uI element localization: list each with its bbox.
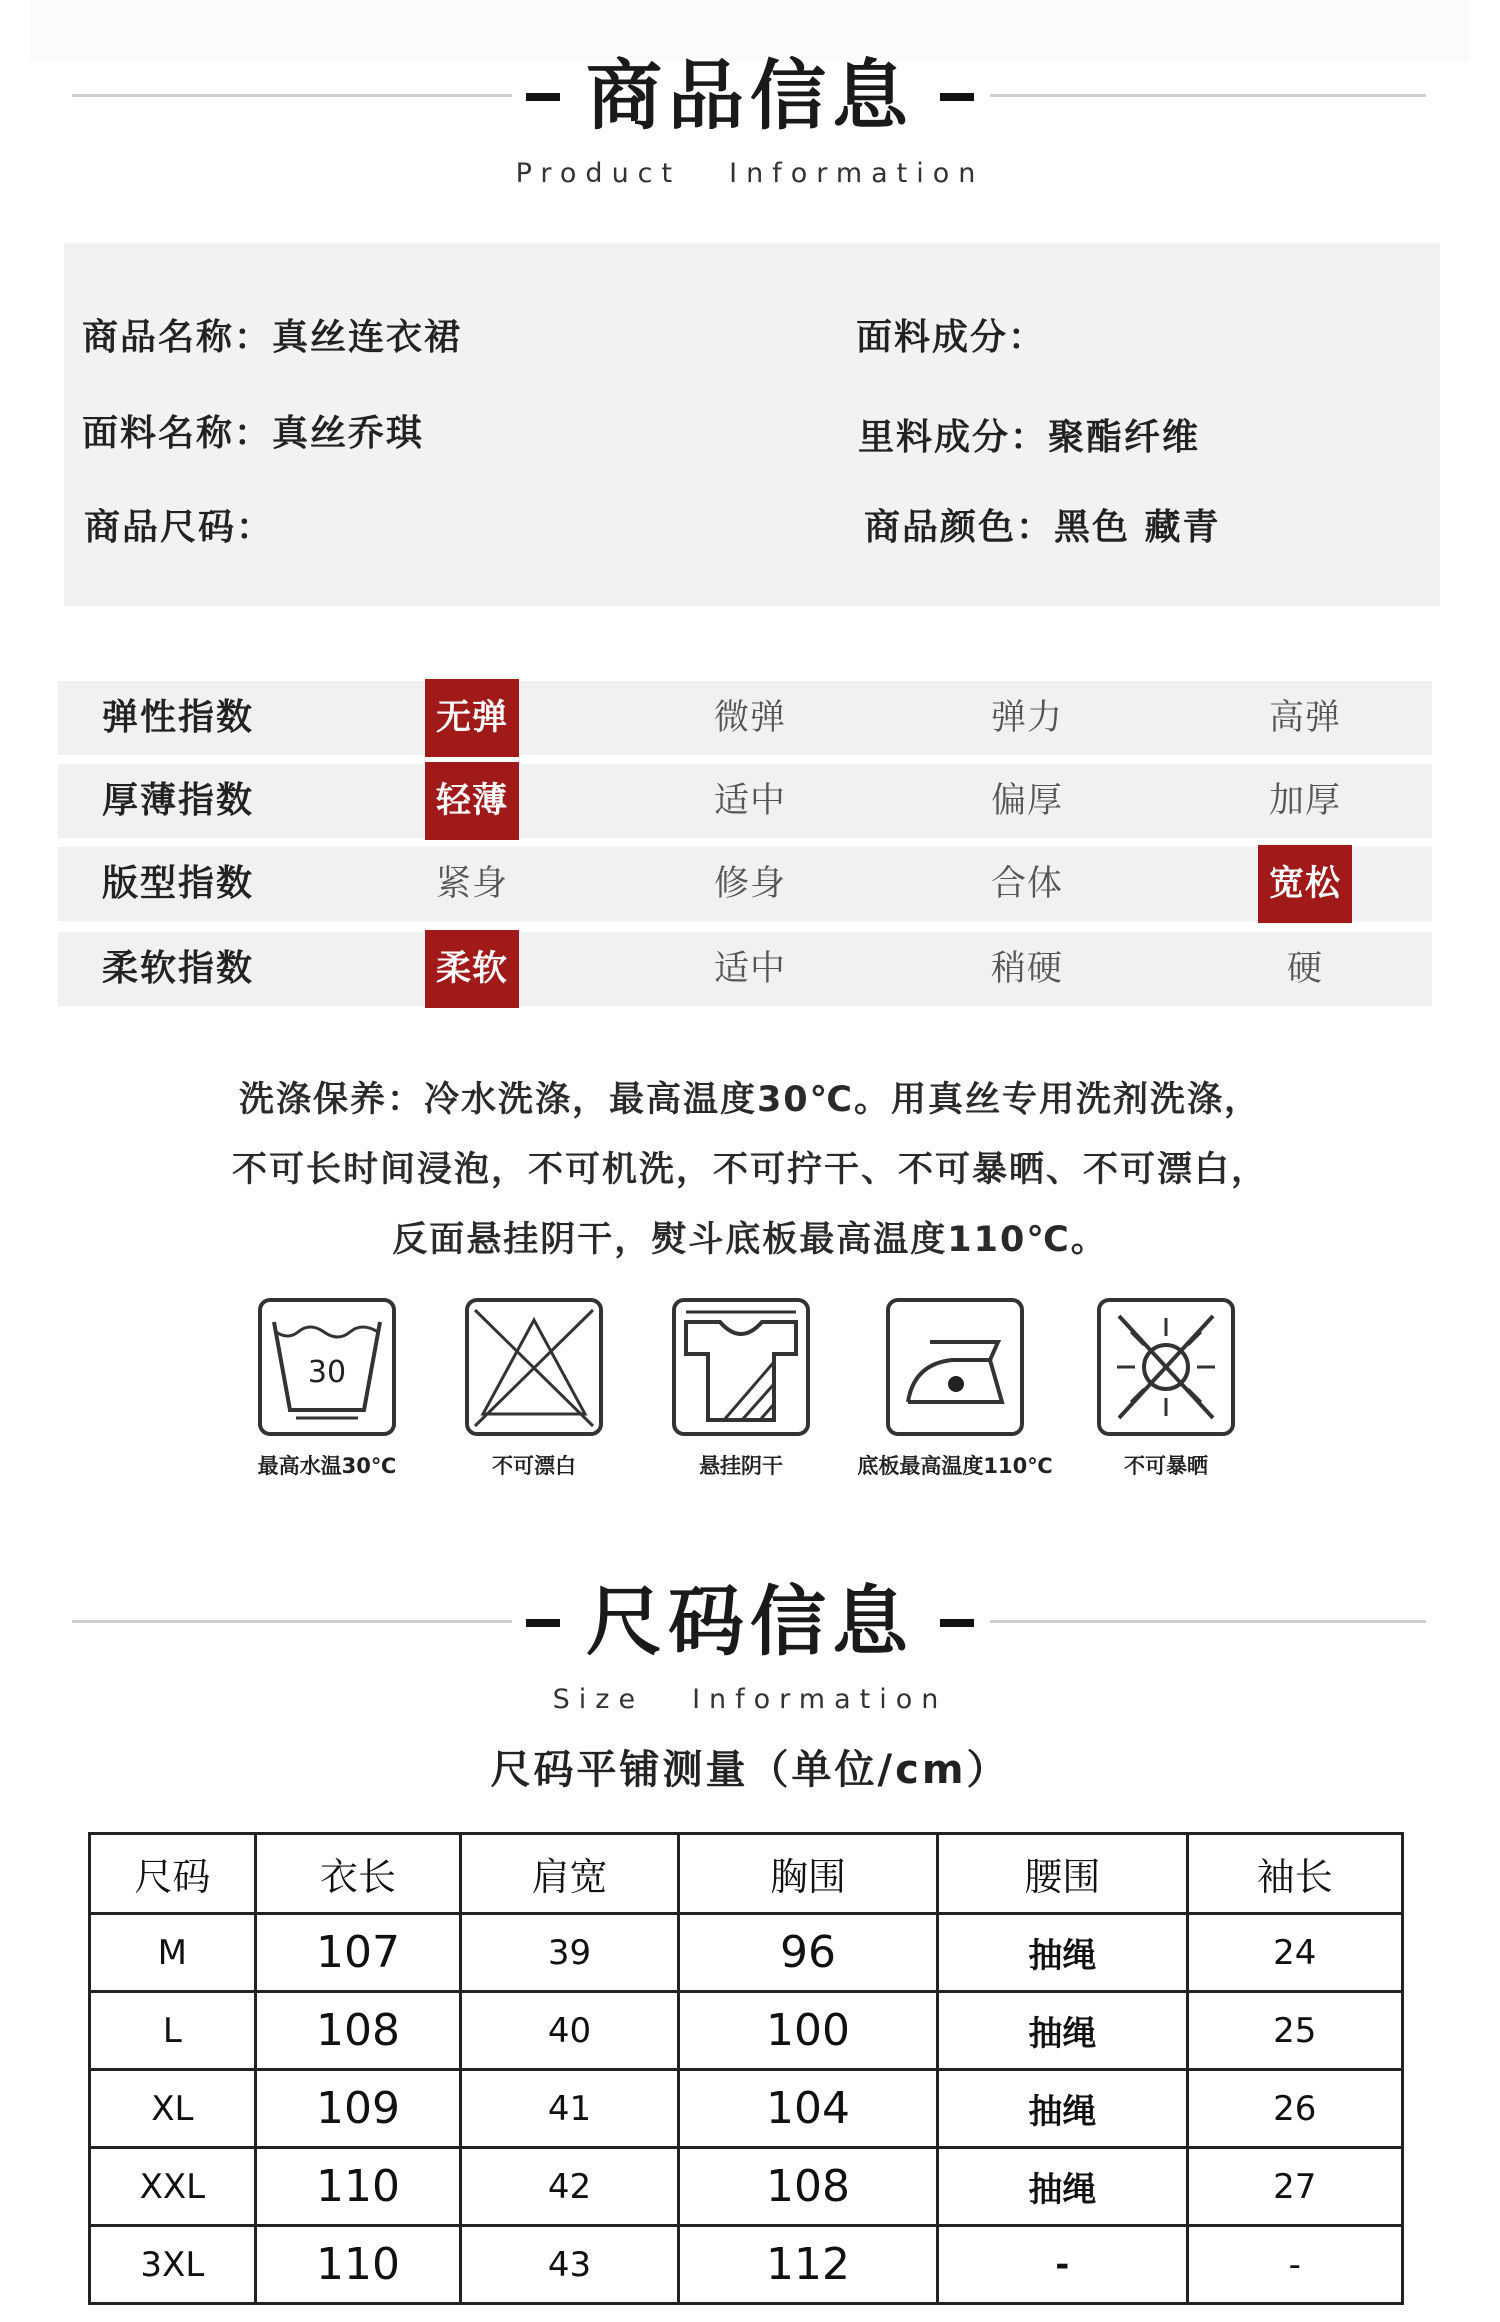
table-cell: 41 [461,2070,678,2148]
attribute-index-label: 版型指数 [102,863,255,904]
subtitle-word: Information [729,158,985,189]
table-cell: 104 [678,2070,937,2148]
attribute-option: 偏厚 [990,781,1063,821]
hang-dry-shade-icon [672,1298,810,1436]
table-cell: 110 [255,2148,461,2226]
size-table-header-row [90,1834,1403,1914]
attribute-index-row [58,681,1432,755]
table-cell: 96 [678,1914,937,1992]
attribute-option: 高弹 [1268,698,1341,738]
table-cell: 26 [1187,2070,1403,2148]
care-text-line: 洗涤保养：冷水洗涤，最高温度30℃。用真丝专用洗剂洗涤， [238,1080,1262,1120]
section-title-text: 商品信息 [586,51,914,140]
table-cell: 25 [1187,1992,1403,2070]
attribute-option-selected: 无弹 [425,679,519,757]
table-row [90,2226,1403,2304]
section-title [0,1577,1500,1666]
table-cell: XXL [90,2148,256,2226]
product-name: 商品名称：真丝连衣裙 [82,317,463,358]
table-cell: 24 [1187,1914,1403,1992]
table-cell: 抽绳 [938,2148,1187,2226]
attribute-option: 修身 [713,864,786,904]
column-header: 胸围 [678,1834,937,1914]
product-info-header [0,51,1500,206]
care-icon-caption: 不可暴晒 [1124,1454,1208,1478]
table-cell: XL [90,2070,256,2148]
fabric-name: 面料名称：真丝乔琪 [82,413,425,454]
section-title [0,51,1500,140]
column-header: 袖长 [1187,1834,1403,1914]
table-row [90,1992,1403,2070]
subtitle-word: Size [552,1684,645,1715]
svg-text:30: 30 [307,1355,347,1390]
table-cell: 39 [461,1914,678,1992]
product-color: 商品颜色：黑色 藏青 [864,507,1221,548]
attribute-index-row [58,932,1432,1006]
no-bleach-icon [465,1298,603,1436]
column-header: 腰围 [938,1834,1187,1914]
table-cell: 109 [255,2070,461,2148]
table-cell: 27 [1187,2148,1403,2226]
table-cell: - [938,2226,1187,2304]
size-table [88,1832,1404,2305]
table-cell: M [90,1914,256,1992]
care-text-line: 反面悬挂阴干，熨斗底板最高温度110℃。 [392,1220,1108,1260]
iron-110-icon [886,1298,1024,1436]
subtitle-word: Product [515,158,682,189]
attribute-option: 弹力 [990,698,1063,738]
attribute-option: 紧身 [435,864,508,904]
attribute-option: 加厚 [1268,781,1341,821]
table-cell: 43 [461,2226,678,2304]
table-cell: 108 [678,2148,937,2226]
fabric-content: 面料成分： [856,317,1047,358]
subtitle-word: Information [692,1684,948,1715]
attribute-index-row [58,847,1432,921]
table-cell: L [90,1992,256,2070]
attribute-index-label: 柔软指数 [102,948,255,989]
table-cell: 40 [461,1992,678,2070]
product-info-box [64,243,1440,606]
care-icon-caption: 底板最高温度110℃ [857,1454,1053,1478]
product-size: 商品尺码： [84,507,275,548]
attribute-index-label: 厚薄指数 [102,780,255,821]
table-row [90,2148,1403,2226]
column-header: 衣长 [255,1834,461,1914]
wash-30-icon [258,1298,396,1436]
care-icon-caption: 最高水温30℃ [257,1454,397,1478]
table-cell: - [1187,2226,1403,2304]
table-cell: 42 [461,2148,678,2226]
attribute-option: 微弹 [713,698,786,738]
table-cell: 100 [678,1992,937,2070]
section-subtitle [0,158,1500,189]
attribute-index-label: 弹性指数 [102,697,255,738]
attribute-option: 适中 [713,781,786,821]
care-text-line: 不可长时间浸泡，不可机洗，不可拧干、不可暴晒、不可漂白， [231,1150,1268,1190]
section-title-text: 尺码信息 [586,1577,914,1666]
attribute-option-selected: 轻薄 [425,762,519,840]
column-header: 肩宽 [461,1834,678,1914]
care-icon-caption: 不可漂白 [492,1454,576,1478]
table-cell: 108 [255,1992,461,2070]
table-cell: 3XL [90,2226,256,2304]
attribute-option-selected: 柔软 [425,930,519,1008]
table-cell: 107 [255,1914,461,1992]
table-cell: 110 [255,2226,461,2304]
section-subtitle [0,1684,1500,1715]
column-header: 尺码 [90,1834,256,1914]
no-sun-icon [1097,1298,1235,1436]
attribute-option-selected: 宽松 [1258,845,1352,923]
size-info-header [0,1577,1500,1732]
attribute-index-row [58,764,1432,838]
table-row [90,2070,1403,2148]
attribute-option: 稍硬 [990,949,1063,989]
care-icon-caption: 悬挂阴干 [699,1454,783,1478]
table-cell: 抽绳 [938,2070,1187,2148]
table-row [90,1914,1403,1992]
attribute-option: 合体 [990,864,1063,904]
attribute-option: 适中 [713,949,786,989]
size-table-caption: 尺码平铺测量（单位/cm） [490,1747,1010,1793]
table-cell: 112 [678,2226,937,2304]
table-cell: 抽绳 [938,1992,1187,2070]
lining-content: 里料成分：聚酯纤维 [858,417,1201,458]
attribute-option: 硬 [1286,949,1323,989]
table-cell: 抽绳 [938,1914,1187,1992]
